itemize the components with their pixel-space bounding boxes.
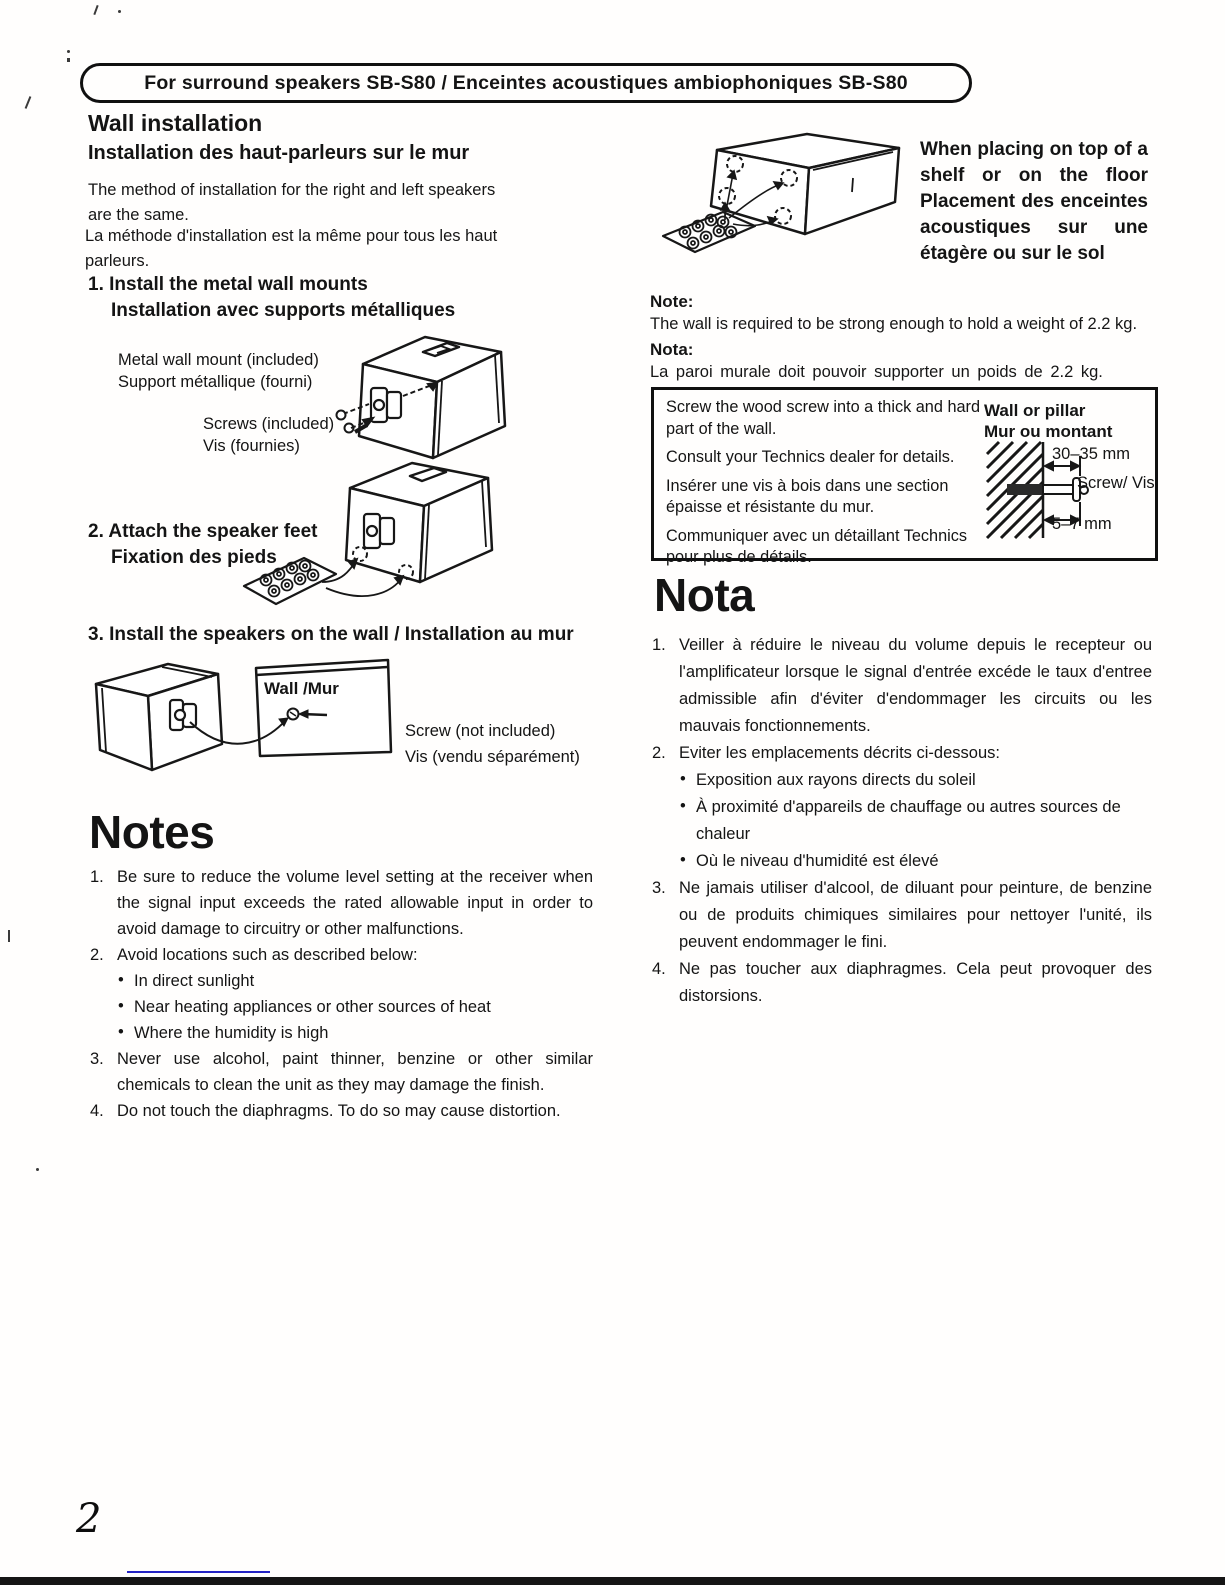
note-item: 1. Be sure to reduce the volume level setting at the receiver when the signal input exceeds the rated allowable input in order to avoid damage to circuitry or other malfunctions.	[90, 868, 593, 938]
step1-line-en: 1. Install the metal wall mounts	[88, 274, 368, 295]
step2-line-fr: Fixation des pieds	[111, 547, 277, 568]
notes-list	[90, 864, 593, 1124]
nota-item: 1. Veiller à réduire le niveau du volume depuis le recepteur ou l'amplificateur lorsque le signal d'entrée excéde le taux d'entree admissible afin d'éviter d'endommager les circuits ou les mauvais fonctionnements.	[652, 636, 1152, 735]
nota-bullet: • Exposition aux rayons directs du soleil	[680, 770, 976, 789]
arrow-to-foot	[326, 578, 402, 596]
wall-or-pillar-fr: Mur ou montant	[984, 422, 1113, 441]
screws-label-en: Screws (included)	[203, 415, 335, 433]
scan-artifact	[36, 1168, 39, 1171]
screw-box-p1-fr: Insérer une vis à bois dans une section épaisse et résistante du mur.	[666, 476, 949, 516]
footer-bar	[0, 1577, 1225, 1585]
footer-blue-line	[127, 1571, 270, 1573]
wall-mur-label: Wall /Mur	[264, 679, 339, 698]
page-title: Wall installation	[88, 110, 263, 136]
nota-bullet: • Où le niveau d'humidité est élevé	[680, 851, 939, 870]
note-text-fr: La paroi murale doit pouvoir supporter un poids de 2.2 kg.	[650, 363, 1103, 381]
wall-installation-diagram	[86, 652, 396, 792]
note-bullet: • Near heating appliances or other sources of heat	[118, 997, 491, 1016]
section-banner	[80, 63, 972, 103]
screw-box-text	[666, 397, 984, 569]
scan-artifact	[67, 50, 70, 53]
scan-artifact	[25, 96, 32, 109]
screw-box-p2-fr: Communiquer avec un détaillant Technics pour plus de détails.	[666, 526, 968, 566]
scan-artifact	[118, 10, 121, 13]
screw-label-en: Screw (not included)	[405, 722, 556, 740]
mount-label-en: Metal wall mount (included)	[118, 351, 319, 369]
placement-heading	[920, 137, 1148, 267]
dim-bottom-label: 5–7 mm	[1052, 515, 1112, 533]
nota-item: 4. Ne pas toucher aux diaphragmes. Cela peut provoquer des distorsions.	[652, 960, 1152, 1005]
screw-box-p2-en: Consult your Technics dealer for details.	[666, 448, 955, 466]
nota-list	[652, 632, 1152, 1010]
screw-vis-label: Screw/ Vis	[1077, 474, 1155, 492]
mount-screw	[337, 411, 346, 420]
note-label-fr: Nota:	[650, 340, 694, 359]
note-label-en: Note:	[650, 292, 694, 311]
intro-paragraph-en: The method of installation for the right and left speakers are the same.	[88, 181, 496, 224]
nota-bullet: • À proximité d'appareils de chauffage ou autres sources de chaleur	[680, 797, 1121, 843]
nota-item: 3. Ne jamais utiliser d'alcool, de diluant pour peinture, de benzine ou de produits chimiques similaires pour nettoyer l'unité, ils peuvent endommager le fini.	[652, 879, 1152, 951]
notes-title: Notes	[89, 806, 215, 858]
note-item: 2. Avoid locations such as described below:	[90, 946, 418, 964]
screws-label-fr: Vis (fournies)	[203, 437, 300, 455]
wall-or-pillar-en: Wall or pillar	[984, 401, 1086, 420]
note-text-en: The wall is required to be strong enough to hold a weight of 2.2 kg.	[650, 315, 1138, 333]
placement-heading-fr: Placement des enceintes acoustiques sur une étagère ou sur le sol	[920, 191, 1148, 264]
mount-label	[118, 349, 319, 393]
dim-top-label: 30–35 mm	[1052, 445, 1130, 463]
nota-item: 2. Eviter les emplacements décrits ci-dessous:	[652, 744, 1000, 762]
nota-title: Nota	[654, 569, 755, 621]
note-bullet: • In direct sunlight	[118, 971, 255, 990]
note-item: 4. Do not touch the diaphragms. To do so may cause distortion.	[90, 1102, 561, 1120]
speaker-feet-diagram	[238, 458, 498, 626]
wood-screw	[1007, 478, 1088, 501]
note-bullet: • Where the humidity is high	[118, 1023, 329, 1042]
screw-box-p1-en: Screw the wood screw into a thick and hard part of the wall.	[666, 398, 981, 438]
placement-heading-en: When placing on top of a shelf or on the floor	[920, 139, 1148, 186]
page-number: 2	[76, 1496, 102, 1542]
screws-label	[203, 413, 334, 457]
step1-heading	[88, 272, 558, 324]
scan-artifact	[93, 5, 98, 15]
screw-not-included-label	[405, 718, 580, 770]
shelf-placement-diagram	[655, 130, 913, 282]
note-item: 3. Never use alcohol, paint thinner, benzine or other similar chemicals to clean the unit as they may damage the finish.	[90, 1050, 593, 1094]
wall-or-pillar-label	[984, 400, 1112, 442]
wall-mount-speaker-diagram	[325, 328, 510, 473]
intro-paragraph-fr: La méthode d'installation est la même pour tous les haut parleurs.	[85, 227, 498, 270]
page-title-fr: Installation des haut-parleurs sur le mur	[88, 142, 470, 164]
step1-line-fr: Installation avec supports métalliques	[111, 300, 456, 321]
step3-heading: 3. Install the speakers on the wall / Installation au mur	[88, 624, 574, 645]
mount-label-fr: Support métallique (fourni)	[118, 373, 313, 391]
screw-instruction-box	[651, 387, 1158, 566]
screw-label-fr: Vis (vendu séparément)	[405, 748, 580, 766]
scan-artifact	[67, 58, 70, 62]
banner-text: For surround speakers SB-S80 / Enceintes acoustiques ambiophoniques SB-S80	[144, 71, 908, 94]
step2-line-en: 2. Attach the speaker feet	[88, 521, 318, 542]
scan-artifact	[8, 930, 10, 942]
